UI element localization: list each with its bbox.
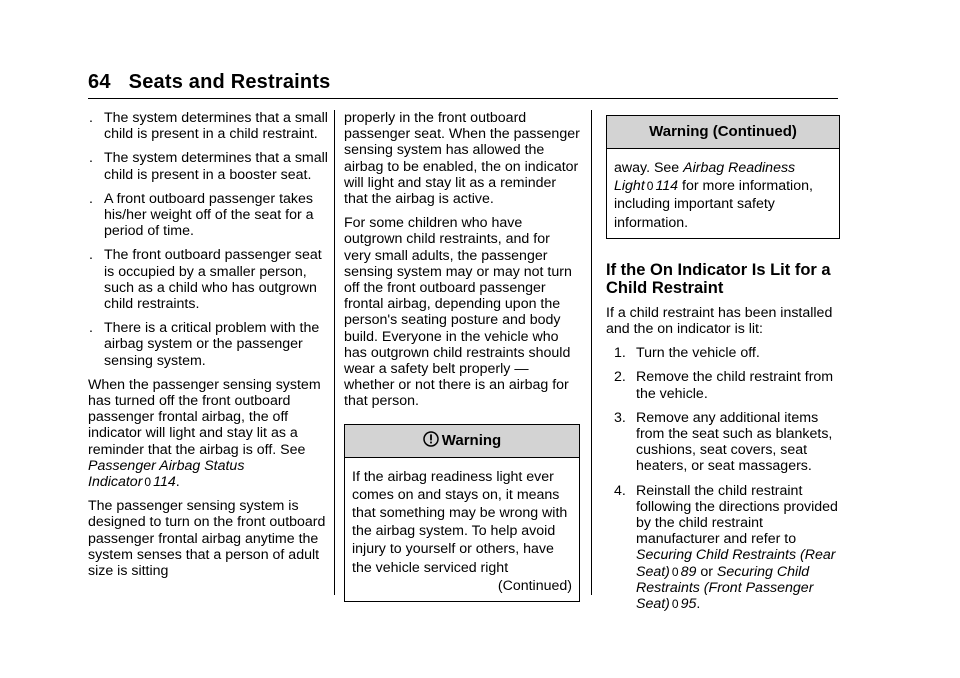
column-3 bbox=[606, 113, 840, 620]
list-item: 3. Remove any additional items from the seat such as blankets, cushions, seat covers, seat heaters, or seat massagers. bbox=[614, 409, 833, 475]
page-ref-icon: 0 bbox=[646, 179, 654, 194]
warning-icon bbox=[423, 427, 439, 459]
list-item: 2. Remove the child restraint from the vehicle. bbox=[614, 369, 834, 402]
header-rule bbox=[88, 98, 838, 99]
list-item: . The system determines that a small child is present in a child restraint. bbox=[89, 110, 328, 143]
page-ref-number[interactable]: 114 bbox=[655, 178, 679, 195]
warning-header: Warning (Continued) bbox=[607, 116, 839, 149]
paragraph: properly in the front outboard passenger seat. When the passenger sensing system has allowed the airbag to be enabled, the on indicator will light and stay lit as a reminder that the airbag is active. bbox=[344, 110, 580, 208]
column-divider bbox=[334, 110, 335, 595]
column-divider bbox=[591, 110, 592, 595]
warning-header: Warning bbox=[345, 425, 579, 458]
page-ref-icon: 0 bbox=[671, 597, 679, 612]
cross-reference-link[interactable]: Securing Child Restraints (Rear Seat) bbox=[636, 547, 836, 580]
page-ref-number[interactable]: 95 bbox=[680, 596, 697, 613]
paragraph: The passenger sensing system is designed to turn on the front outboard passenger frontal airbag anytime the system senses that a person of adult size is sitting bbox=[88, 498, 326, 580]
cross-reference-link[interactable]: Securing Child Restraints (Front Passenger Seat) bbox=[636, 563, 814, 613]
page-ref-icon: 0 bbox=[671, 564, 679, 579]
page-ref-number[interactable]: 114 bbox=[153, 474, 176, 491]
paragraph: When the passenger sensing system has turned off the front outboard passenger frontal airbag, the off indicator will light and stay lit as a reminder that the airbag is off. See Passenger Airbag Status Indicator 0 114. bbox=[88, 376, 321, 491]
column-2 bbox=[344, 110, 580, 602]
warning-box bbox=[344, 424, 580, 602]
cross-reference-link[interactable]: Passenger Airbag Status Indicator bbox=[88, 457, 245, 491]
paragraph: If a child restraint has been installed and the on indicator is lit: bbox=[606, 304, 833, 338]
cross-reference-link[interactable]: Airbag Readiness Light bbox=[614, 160, 796, 195]
list-item: . A front outboard passenger takes his/her weight off of the seat for a period of time. bbox=[89, 190, 314, 240]
section-title: Seats and Restraints bbox=[128, 71, 331, 93]
list-item: . The front outboard passenger seat is occupied by a smaller person, such as a child who has outgrown child restraints. bbox=[89, 247, 322, 313]
list-item: 4. Reinstall the child restraint following the directions provided by the child restraint manufacturer and refer to Securing Child Restraints (Rear Seat) 0 89 or Securing Child Restraints (Front Passenger Seat) 0 95. bbox=[614, 482, 838, 613]
list-item: 1. Turn the vehicle off. bbox=[614, 345, 760, 362]
continued-label: (Continued) bbox=[497, 577, 572, 594]
section-heading: If the On Indicator Is Lit for a Child Restraint bbox=[606, 260, 831, 297]
page-ref-icon: 0 bbox=[144, 475, 152, 490]
list-item: . The system determines that a small child is present in a booster seat. bbox=[89, 150, 328, 183]
warning-body: away. See Airbag Readiness Light 0 114 for more information, including important safety information. bbox=[614, 160, 813, 231]
paragraph: For some children who have outgrown child restraints, and for very small adults, the passenger sensing system may or may not turn off the front outboard passenger frontal airbag, depending upon the person's seating posture and body build. Everyone in the vehicle who has outgrown child restraints should wear a safety belt properly — whether or not there is an airbag for that person. bbox=[344, 215, 572, 410]
page-ref-number[interactable]: 89 bbox=[680, 563, 697, 580]
warning-body: If the airbag readiness light ever comes on and stays on, it means that something may be wrong with the airbag system. To help avoid injury to yourself or others, have the vehicle serviced right (Continued) bbox=[352, 468, 572, 594]
column-1 bbox=[88, 110, 328, 587]
warning-box-continued bbox=[606, 115, 840, 239]
page-header bbox=[88, 71, 331, 94]
list-item: . There is a critical problem with the airbag system or the passenger sensing system. bbox=[89, 320, 320, 369]
page-number: 64 bbox=[88, 71, 111, 93]
